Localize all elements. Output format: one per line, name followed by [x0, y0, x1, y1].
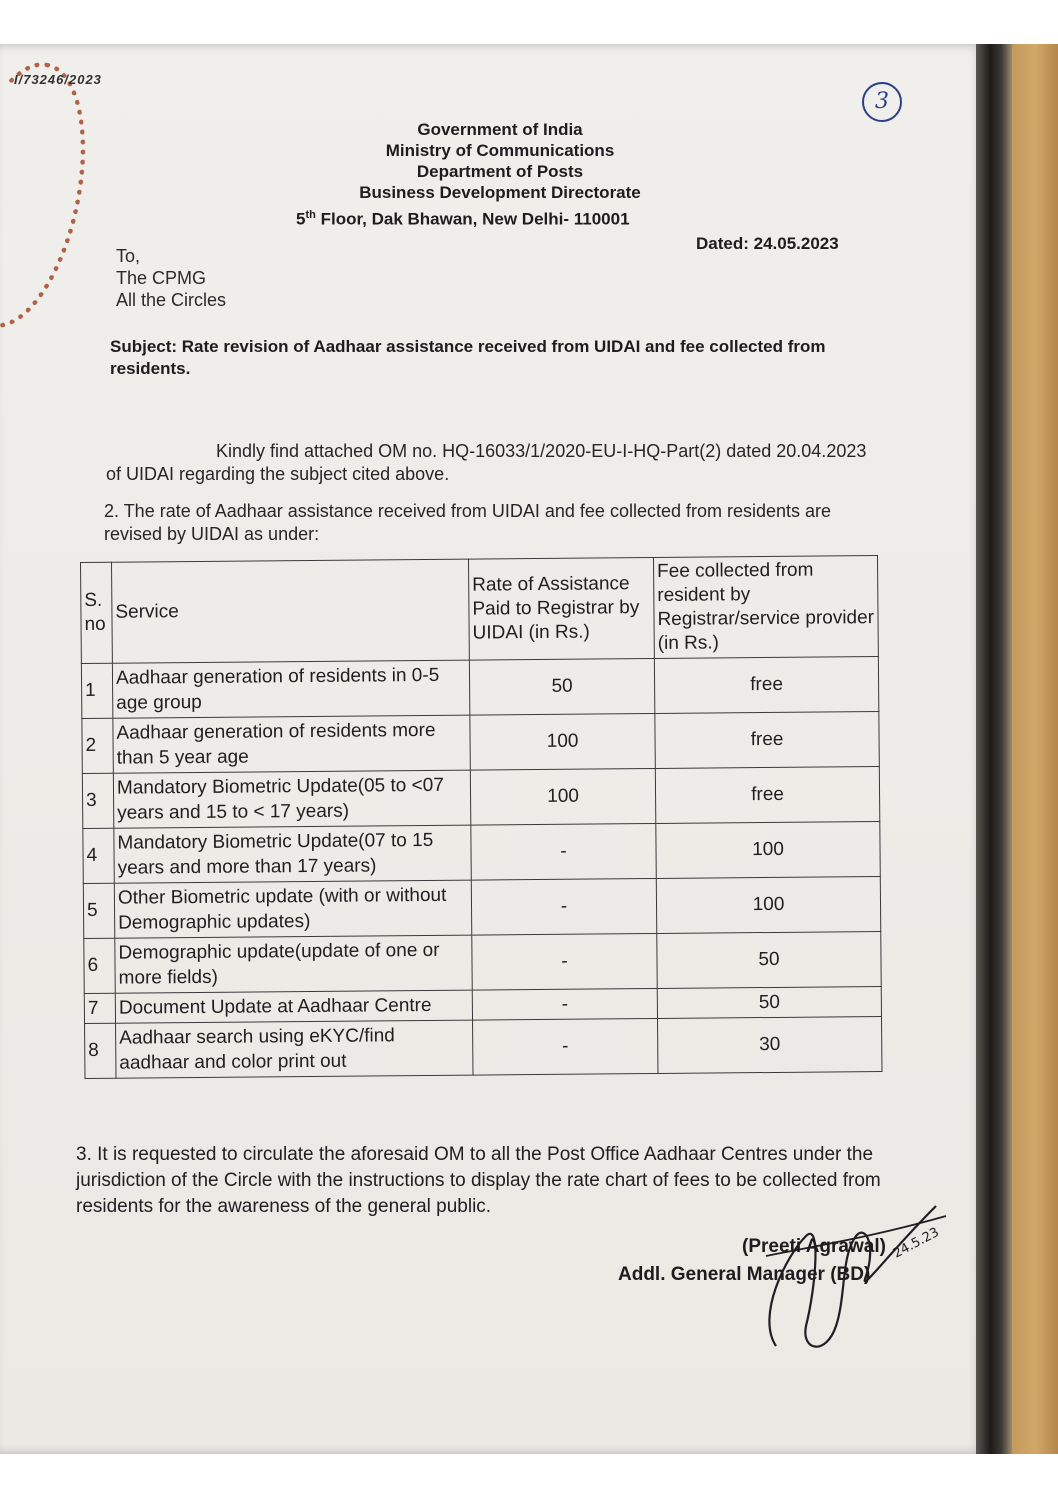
file-number: I/73246/2023 — [14, 72, 102, 87]
page-number-mark: 3 — [862, 82, 902, 122]
to-recipient: The CPMG — [116, 268, 207, 288]
row-no: 4 — [83, 828, 114, 883]
row-rate: 50 — [469, 658, 654, 715]
table-row — [82, 712, 879, 774]
row-rate: - — [473, 1018, 658, 1075]
row-service: Mandatory Biometric Update(05 to <07 years and 15 to < 17 years) — [113, 770, 470, 828]
table-row — [81, 657, 878, 719]
row-fee: 100 — [656, 822, 880, 879]
paragraph-2: 2. The rate of Aadhaar assistance received from UIDAI and fee collected from residents are revised by UIDAI as under: — [104, 501, 832, 544]
to-label: To, — [116, 246, 141, 266]
row-fee: 30 — [658, 1017, 882, 1074]
row-no: 3 — [82, 773, 113, 828]
dated: Dated: 24.05.2023 — [696, 234, 839, 253]
row-fee: free — [655, 767, 879, 824]
signatory-name: (Preeti Agrawal) — [742, 1236, 886, 1257]
to-circles: All the Circles — [116, 290, 227, 310]
header-department: Department of Posts — [416, 162, 584, 181]
row-no: 7 — [84, 993, 115, 1023]
paragraph-1: Kindly find attached OM no. HQ-16033/1/2020-EU-I-HQ-Part(2) dated 20.04.2023 of UIDAI regarding the subject cited above. — [106, 441, 867, 484]
row-rate: - — [471, 878, 656, 935]
row-fee: 50 — [657, 932, 881, 989]
address-rest: Floor, Dak Bhawan, New Delhi- 110001 — [315, 209, 630, 229]
row-service: Demographic update(update of one or more fields) — [115, 935, 472, 993]
header-ministry: Ministry of Communications — [385, 141, 615, 160]
header-government: Government of India — [417, 120, 583, 139]
row-fee: 50 — [657, 987, 881, 1019]
signatory-designation: Addl. General Manager (BD) — [618, 1264, 871, 1285]
table-row — [83, 877, 880, 939]
table-row — [82, 767, 879, 829]
row-no: 2 — [82, 718, 113, 773]
header-sno: S. no — [81, 562, 113, 663]
row-service: Other Biometric update (with or without Demographic updates) — [114, 880, 471, 938]
row-no: 5 — [83, 883, 114, 938]
row-rate: - — [472, 988, 657, 1020]
desk-surface — [1012, 44, 1058, 1454]
header-service: Service — [112, 559, 470, 663]
row-fee: free — [655, 712, 879, 769]
table-header-row — [81, 556, 879, 664]
row-service: Aadhaar generation of residents in 0-5 age group — [112, 660, 469, 718]
paragraph-3: 3. It is requested to circulate the aforesaid OM to all the Post Office Aadhaar Centres under the jurisdiction of the Circle with the instructions to display the rate chart of fees to be collected from residents for the awareness of the general public. — [76, 1144, 881, 1217]
row-service: Aadhaar generation of residents more than 5 year age — [113, 715, 470, 773]
row-service: Aadhaar search using eKYC/find aadhaar and color print out — [116, 1020, 473, 1078]
row-no: 1 — [81, 663, 112, 718]
header-fee: Fee collected from resident by Registrar/service provider (in Rs.) — [653, 556, 878, 659]
row-rate: 100 — [470, 713, 655, 770]
row-rate: - — [471, 823, 656, 880]
address-floor: 5 — [296, 209, 306, 229]
row-fee: free — [654, 657, 878, 714]
row-service: Document Update at Aadhaar Centre — [115, 990, 472, 1023]
table-row — [85, 1017, 882, 1079]
header-directorate: Business Development Directorate — [359, 183, 641, 202]
header-address — [296, 209, 630, 230]
table-row — [83, 822, 880, 884]
page-shadow-edge — [976, 44, 1012, 1454]
row-fee: 100 — [656, 877, 880, 934]
row-rate: - — [472, 933, 657, 990]
header-rate: Rate of Assistance Paid to Registrar by UIDAI (in Rs.) — [468, 557, 654, 660]
signature-date: 24.5.23 — [890, 1224, 942, 1262]
row-rate: 100 — [470, 768, 655, 825]
row-no: 8 — [85, 1023, 116, 1078]
rate-table — [80, 555, 882, 1079]
row-service: Mandatory Biometric Update(07 to 15 years and more than 17 years) — [114, 825, 471, 883]
subject: Subject: Rate revision of Aadhaar assistance received from UIDAI and fee collected from residents. — [110, 337, 826, 378]
table-row — [84, 932, 881, 994]
address-sup: th — [305, 209, 316, 221]
row-no: 6 — [84, 938, 115, 993]
